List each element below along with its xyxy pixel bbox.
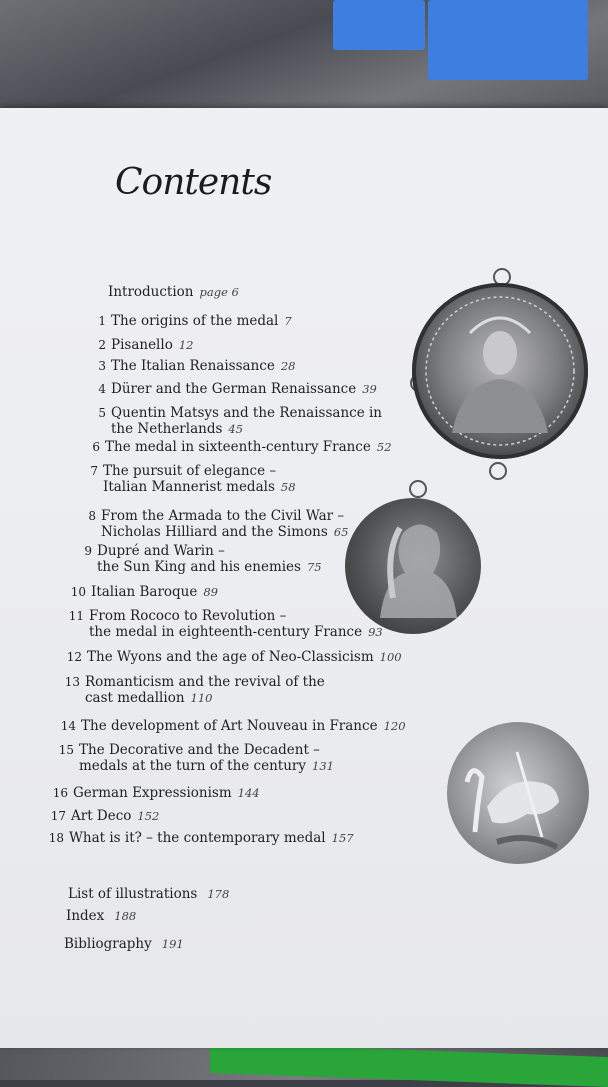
toc-entry	[62, 608, 383, 640]
book-page	[0, 108, 608, 1048]
toc-page: 110	[190, 691, 213, 705]
portrait-medal-icon	[345, 498, 481, 634]
toc-title-continued: cast medallion 110	[85, 690, 213, 706]
toc-title-continued: medals at the turn of the century 131	[79, 758, 334, 774]
back-matter-entry	[64, 936, 184, 952]
toc-page: 144	[237, 786, 260, 800]
toc-page: 12	[178, 338, 194, 352]
toc-entry	[84, 381, 377, 397]
toc-label: Introduction	[108, 284, 194, 300]
medal-loop	[489, 462, 507, 480]
back-matter-page: 191	[161, 937, 184, 951]
toc-page: 100	[379, 650, 402, 664]
toc-title: Italian Baroque	[91, 584, 198, 600]
toc-page: 65	[333, 525, 349, 539]
toc-entry	[44, 808, 159, 824]
toc-number: 5	[98, 406, 106, 420]
toc-title: From Rococo to Revolution –	[89, 608, 287, 624]
toc-title-continued: the Sun King and his enemies 75	[97, 559, 322, 575]
toc-title: Pisanello	[111, 337, 173, 353]
toc-entry	[42, 830, 354, 846]
toc-title: Art Deco	[71, 808, 132, 824]
toc-title-continued: Italian Mannerist medals 58	[103, 479, 296, 495]
medal-loop	[409, 480, 427, 498]
toc-page: 93	[368, 625, 383, 639]
toc-page: 75	[306, 560, 322, 574]
toc-entry	[54, 718, 406, 734]
toc-title: Dürer and the German Renaissance	[111, 381, 357, 397]
toc-entry	[84, 405, 382, 437]
toc-number: 3	[98, 359, 106, 373]
blue-box-left	[333, 0, 425, 50]
toc-page: 131	[312, 759, 334, 773]
toc-title: What is it? – the contemporary medal	[69, 830, 326, 846]
toc-title: The Decorative and the Decadent –	[79, 742, 320, 758]
toc-entry	[64, 584, 218, 600]
toc-title: The development of Art Nouveau in France	[81, 718, 378, 734]
toc-page: 39	[362, 382, 377, 396]
toc-page: 45	[228, 422, 244, 436]
back-matter-label: Index	[66, 908, 105, 924]
toc-number: 9	[84, 544, 92, 558]
toc-page: 58	[280, 480, 296, 494]
toc-page: 152	[137, 809, 160, 823]
toc-title: Dupré and Warin –	[97, 543, 225, 559]
st-george-medal-icon	[447, 722, 589, 864]
back-matter-page: 188	[114, 909, 137, 923]
back-matter-entry	[66, 908, 136, 924]
toc-number: 1	[98, 314, 106, 328]
toc-page: 28	[280, 359, 296, 373]
toc-title: The pursuit of elegance –	[103, 463, 277, 479]
toc-number: 17	[50, 809, 66, 823]
toc-title-continued: Nicholas Hilliard and the Simons 65	[101, 524, 349, 540]
toc-number: 14	[60, 719, 76, 733]
toc-number: 11	[68, 609, 84, 623]
page-title: Contents	[115, 162, 272, 203]
toc-number: 6	[92, 440, 100, 454]
back-matter-label: Bibliography	[64, 936, 152, 952]
toc-page: page 6	[199, 285, 239, 299]
toc-number: 16	[52, 786, 68, 800]
toc-title-continued: the Netherlands 45	[111, 421, 244, 437]
back-matter-entry	[68, 886, 229, 902]
toc-entry	[84, 337, 193, 353]
toc-number: 10	[70, 585, 86, 599]
toc-page: 120	[383, 719, 406, 733]
toc-entry	[70, 543, 322, 575]
toc-entry	[84, 358, 295, 374]
elizabeth-medal-icon	[412, 283, 588, 459]
toc-title: The Italian Renaissance	[111, 358, 275, 374]
toc-entry	[60, 649, 402, 665]
toc-introduction	[108, 284, 239, 300]
toc-title: The medal in sixteenth-century France	[105, 439, 371, 455]
toc-page: 157	[331, 831, 354, 845]
toc-number: 18	[48, 831, 64, 845]
toc-entry	[46, 785, 260, 801]
toc-page: 7	[284, 314, 292, 328]
toc-number: 4	[98, 382, 106, 396]
toc-number: 13	[64, 675, 80, 689]
toc-number: 2	[98, 338, 106, 352]
toc-number: 7	[90, 464, 98, 478]
toc-page: 89	[203, 585, 218, 599]
toc-entry	[58, 674, 325, 706]
back-matter-label: List of illustrations	[68, 886, 198, 902]
toc-number: 12	[66, 650, 82, 664]
toc-entry	[78, 439, 392, 455]
blue-box-right	[428, 0, 588, 80]
toc-entry	[76, 463, 296, 495]
toc-number: 15	[58, 743, 74, 757]
toc-entry	[74, 508, 348, 540]
toc-title: From the Armada to the Civil War –	[101, 508, 345, 524]
toc-page: 52	[376, 440, 392, 454]
toc-number: 8	[88, 509, 96, 523]
toc-title-continued: the medal in eighteenth-century France 93	[89, 624, 383, 640]
toc-title: The origins of the medal	[111, 313, 279, 329]
toc-title: The Wyons and the age of Neo-Classicism	[87, 649, 374, 665]
toc-title: Quentin Matsys and the Renaissance in	[111, 405, 382, 421]
back-matter-page: 178	[207, 887, 230, 901]
toc-title: German Expressionism	[73, 785, 232, 801]
toc-entry	[52, 742, 334, 774]
toc-title: Romanticism and the revival of the	[85, 674, 325, 690]
toc-entry	[84, 313, 292, 329]
